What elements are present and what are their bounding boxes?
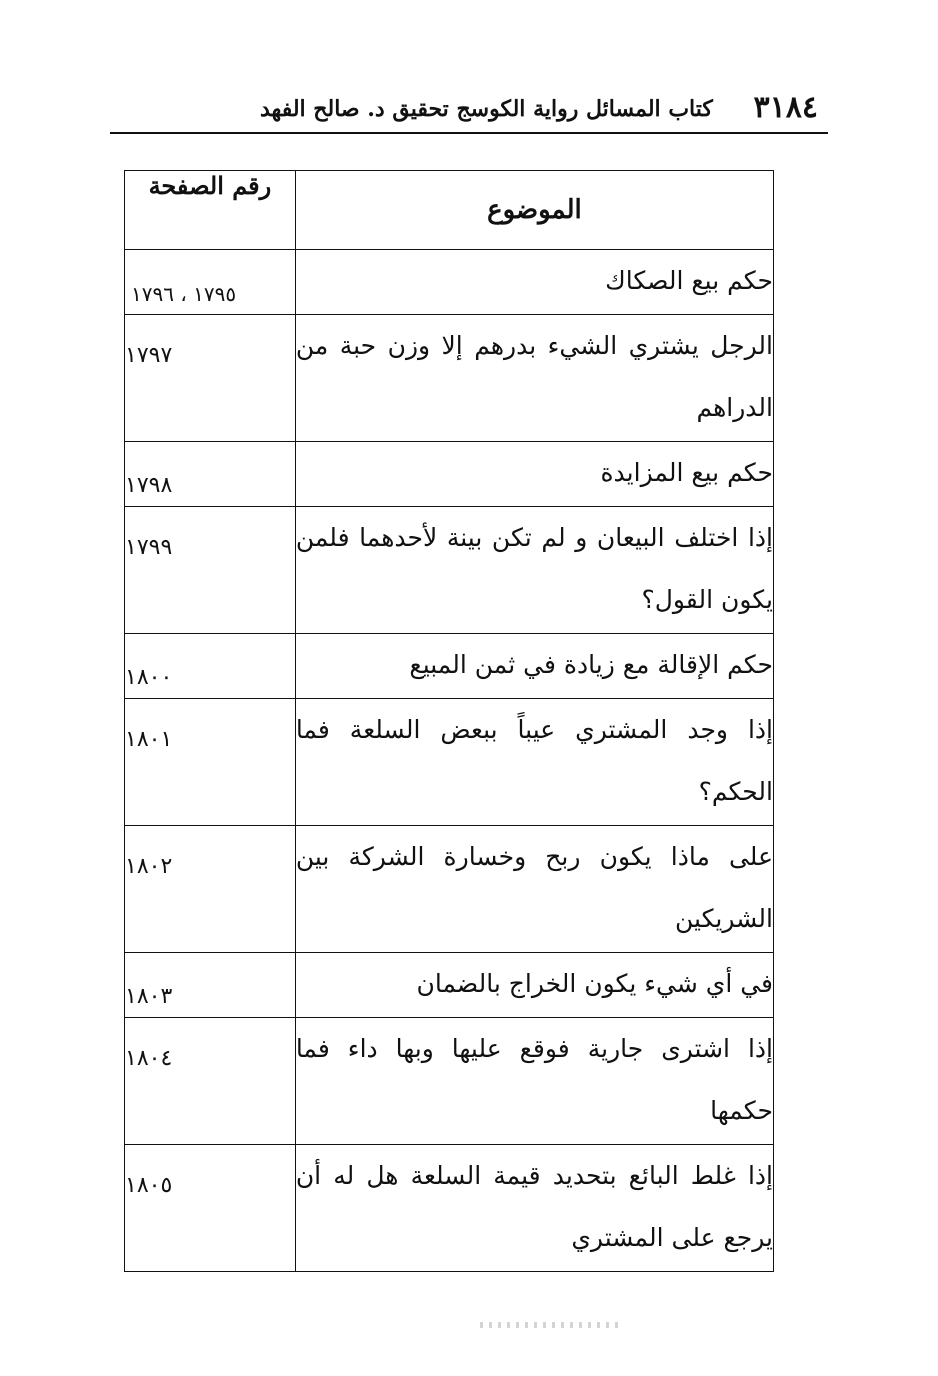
topic-cell: إذا غلط البائع بتحديد قيمة السلعة هل له أن يرجع على المشتري [295,1145,773,1272]
page-cell: ١٧٩٥ ، ١٧٩٦ [125,250,296,315]
page-cell: ١٧٩٩ [125,507,296,634]
table-row [125,1018,774,1145]
table-row [125,699,774,826]
page-cell: ١٨٠٣ [125,953,296,1018]
topic-cell: في أي شيء يكون الخراج بالضمان [295,953,773,1018]
page-cell: ١٧٩٨ [125,442,296,507]
index-table [124,170,774,1272]
page-column-header: رقم الصفحة [125,171,296,250]
table-row [125,1145,774,1272]
topic-cell: حكم بيع الصكاك [295,250,773,315]
scan-artifact-dots [480,1322,620,1328]
page-cell: ١٨٠١ [125,699,296,826]
running-header [110,88,828,134]
topic-column-header: الموضوع [295,171,773,250]
table-header-row [125,171,774,250]
topic-cell: إذا اختلف البيعان و لم تكن بينة لأحدهما فلمن يكون القول؟ [295,507,773,634]
running-title: كتاب المسائل رواية الكوسج تحقيق د. صالح الفهد [260,96,713,122]
table-row [125,315,774,442]
topic-cell: إذا وجد المشتري عيباً ببعض السلعة فما الحكم؟ [295,699,773,826]
topic-cell: على ماذا يكون ربح وخسارة الشركة بين الشريكين [295,826,773,953]
page-cell: ١٨٠٢ [125,826,296,953]
table-row [125,442,774,507]
table-row [125,953,774,1018]
table-row [125,826,774,953]
table-row [125,507,774,634]
topic-cell: الرجل يشتري الشيء بدرهم إلا وزن حبة من الدراهم [295,315,773,442]
topic-cell: حكم الإقالة مع زيادة في ثمن المبيع [295,634,773,699]
topic-cell: حكم بيع المزايدة [295,442,773,507]
page-cell: ١٨٠٠ [125,634,296,699]
page-cell: ١٨٠٤ [125,1018,296,1145]
page-cell: ١٨٠٥ [125,1145,296,1272]
page-cell: ١٧٩٧ [125,315,296,442]
table-row [125,634,774,699]
page-number: ٣١٨٤ [753,90,818,125]
topic-cell: إذا اشترى جارية فوقع عليها وبها داء فما حكمها [295,1018,773,1145]
table-row [125,250,774,315]
